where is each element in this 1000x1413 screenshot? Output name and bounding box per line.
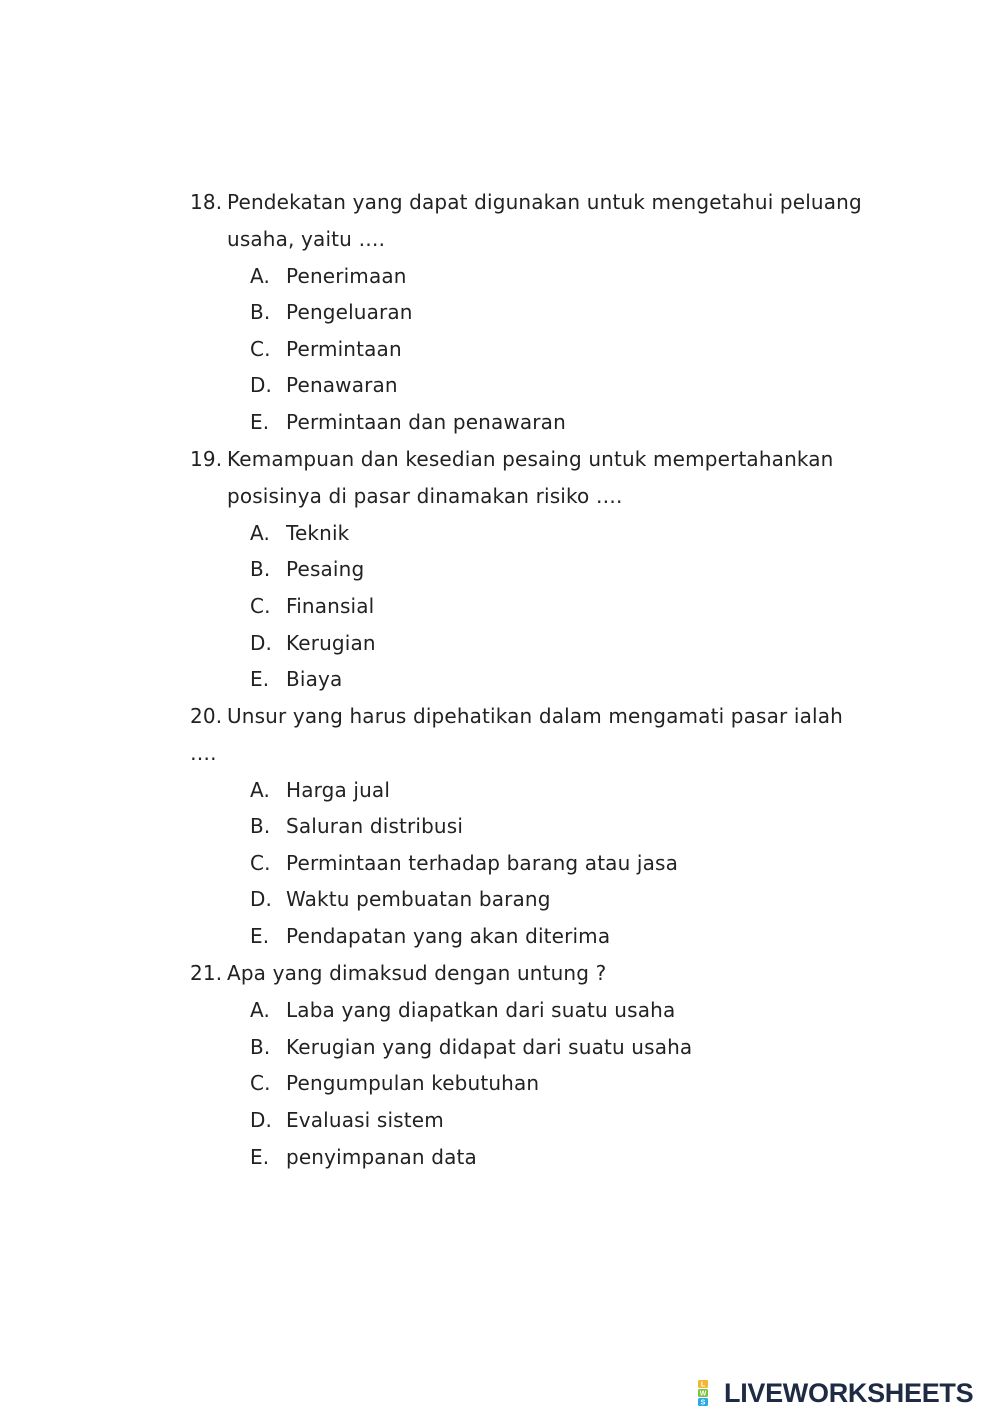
- question-text-continued: usaha, yaitu ….: [227, 227, 386, 251]
- option-letter[interactable]: C.: [250, 1071, 271, 1095]
- option-text[interactable]: Kerugian: [286, 631, 376, 655]
- option-letter[interactable]: E.: [250, 667, 270, 691]
- option-text[interactable]: Permintaan dan penawaran: [286, 410, 566, 434]
- option-text[interactable]: Biaya: [286, 667, 343, 691]
- option-text[interactable]: Pengumpulan kebutuhan: [286, 1071, 540, 1095]
- option-text[interactable]: Penerimaan: [286, 264, 407, 288]
- question-text: Pendekatan yang dapat digunakan untuk mengetahui peluang: [227, 190, 862, 214]
- option-text[interactable]: Permintaan: [286, 337, 402, 361]
- option-letter[interactable]: D.: [250, 887, 273, 911]
- option-text[interactable]: Finansial: [286, 594, 375, 618]
- option-letter[interactable]: E.: [250, 1145, 270, 1169]
- option-text[interactable]: Waktu pembuatan barang: [286, 887, 551, 911]
- liveworksheets-logo-text: LIVEWORKSHEETS: [724, 1378, 974, 1408]
- question-text-continued: posisinya di pasar dinamakan risiko ….: [227, 484, 623, 508]
- question-number: 18.: [190, 190, 223, 214]
- option-letter[interactable]: B.: [250, 1035, 271, 1059]
- option-letter[interactable]: D.: [250, 631, 273, 655]
- option-text[interactable]: penyimpanan data: [286, 1145, 477, 1169]
- option-text[interactable]: Saluran distribusi: [286, 814, 464, 838]
- question-text: Kemampuan dan kesedian pesaing untuk mempertahankan: [227, 447, 834, 471]
- svg-text:W: W: [699, 1390, 707, 1398]
- option-letter[interactable]: A.: [250, 778, 270, 802]
- svg-text:S: S: [700, 1399, 706, 1407]
- option-letter[interactable]: E.: [250, 924, 270, 948]
- liveworksheets-watermark: [697, 1378, 997, 1408]
- option-letter[interactable]: C.: [250, 337, 271, 361]
- option-letter[interactable]: D.: [250, 373, 273, 397]
- liveworksheets-logo-icon: [697, 1379, 721, 1407]
- option-text[interactable]: Permintaan terhadap barang atau jasa: [286, 851, 679, 875]
- question-text: Apa yang dimaksud dengan untung ?: [227, 961, 607, 985]
- option-letter[interactable]: D.: [250, 1108, 273, 1132]
- question-text: Unsur yang harus dipehatikan dalam mengamati pasar ialah: [227, 704, 843, 728]
- option-letter[interactable]: A.: [250, 521, 270, 545]
- question-number: 20.: [190, 704, 223, 728]
- svg-text:L: L: [700, 1381, 706, 1389]
- option-text[interactable]: Teknik: [286, 521, 350, 545]
- option-text[interactable]: Laba yang diapatkan dari suatu usaha: [286, 998, 676, 1022]
- option-text[interactable]: Evaluasi sistem: [286, 1108, 444, 1132]
- option-letter[interactable]: B.: [250, 300, 271, 324]
- option-text[interactable]: Pengeluaran: [286, 300, 413, 324]
- option-text[interactable]: Kerugian yang didapat dari suatu usaha: [286, 1035, 693, 1059]
- question-text-continued: ….: [190, 741, 217, 765]
- option-text[interactable]: Pesaing: [286, 557, 365, 581]
- option-letter[interactable]: A.: [250, 998, 270, 1022]
- option-letter[interactable]: E.: [250, 410, 270, 434]
- question-number: 21.: [190, 961, 223, 985]
- option-letter[interactable]: C.: [250, 594, 271, 618]
- option-text[interactable]: Harga jual: [286, 778, 391, 802]
- option-letter[interactable]: C.: [250, 851, 271, 875]
- option-letter[interactable]: A.: [250, 264, 270, 288]
- option-letter[interactable]: B.: [250, 814, 271, 838]
- question-number: 19.: [190, 447, 223, 471]
- option-text[interactable]: Pendapatan yang akan diterima: [286, 924, 611, 948]
- option-text[interactable]: Penawaran: [286, 373, 398, 397]
- option-letter[interactable]: B.: [250, 557, 271, 581]
